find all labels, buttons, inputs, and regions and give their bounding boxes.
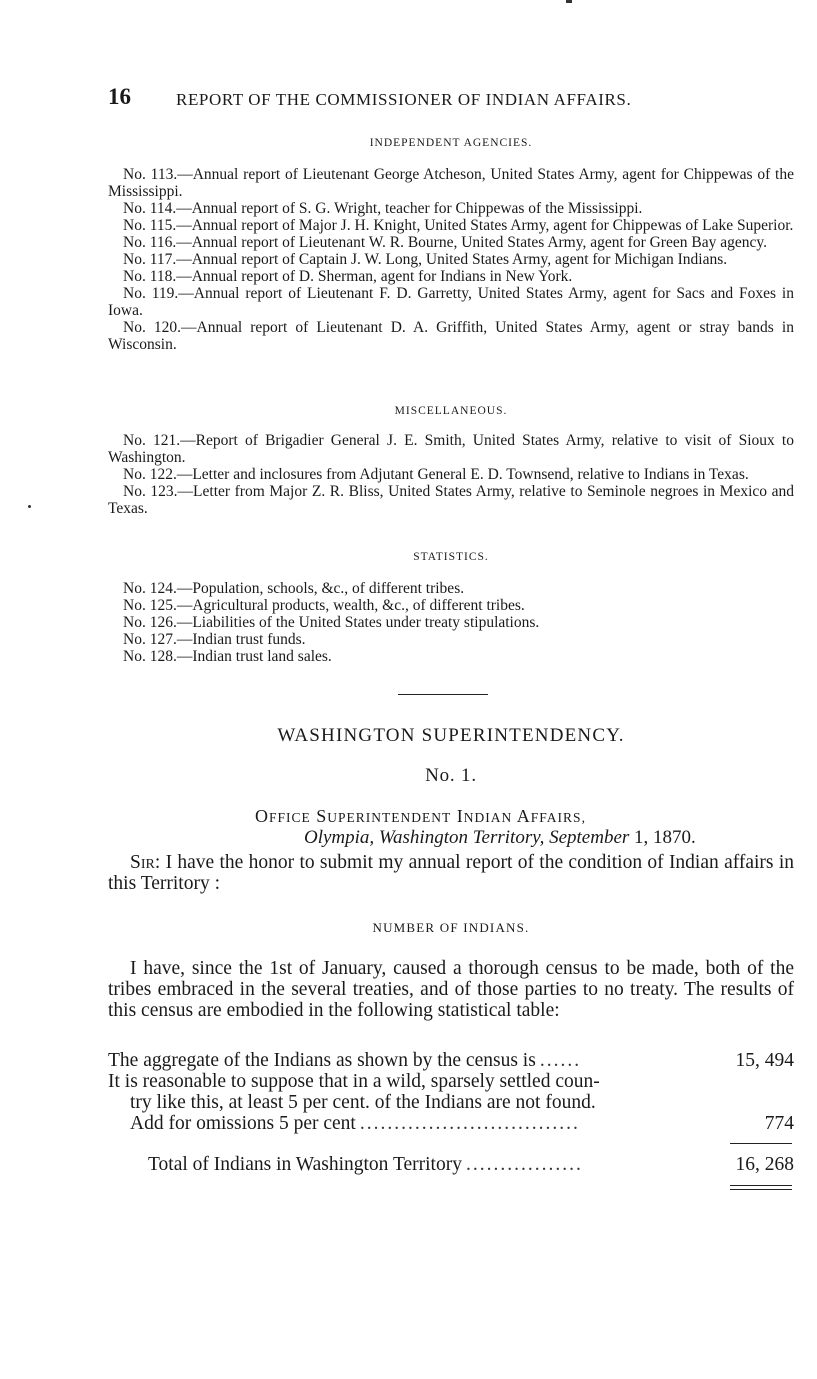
salutation: Sir xyxy=(130,852,155,873)
sum-rule xyxy=(730,1143,792,1144)
list-item: No. 117.—Annual report of Captain J. W. Long, United States Army, agent for Michigan Indians. xyxy=(123,251,728,268)
total-label: Total of Indians in Washington Territory xyxy=(148,1154,462,1175)
list-item: No. 114.—Annual report of S. G. Wright, teacher for Chippewas of the Mississippi. xyxy=(123,200,643,217)
page-number: 16 xyxy=(108,84,131,109)
row-value: 774 xyxy=(764,1113,794,1134)
list-item: No. 116.—Annual report of Lieutenant W. R. Bourne, United States Army, agent for Green Bay agency. xyxy=(123,234,767,251)
place-name: Olympia, Washington Territory, September xyxy=(304,827,630,848)
leader-dots: ...... xyxy=(539,1050,582,1071)
table-row xyxy=(108,1113,794,1134)
running-title: REPORT OF THE COMMISSIONER OF INDIAN AFFAIRS. xyxy=(176,90,632,109)
section-heading-independent-agencies: INDEPENDENT AGENCIES. xyxy=(369,137,533,149)
census-paragraph: I have, since the 1st of January, caused a thorough census to be made, both of the tribes embraced in the several treaties, and of those parties to no treaty. The results of this census are embodied in the following statistical table: xyxy=(108,958,794,1021)
list-item: No. 124.—Population, schools, &c., of different tribes. xyxy=(123,580,465,597)
top-edge-mark xyxy=(566,0,572,3)
total-row xyxy=(108,1154,794,1175)
row-value: 15, 494 xyxy=(735,1050,794,1071)
row-label: It is reasonable to suppose that in a wild, sparsely settled coun- xyxy=(108,1071,600,1092)
row-label: try like this, at least 5 per cent. of the Indians are not found. xyxy=(130,1092,596,1113)
list-item: No. 123.—Letter from Major Z. R. Bliss, United States Army, relative to Seminole negroes in Mexico and Texas. xyxy=(108,483,794,517)
list-item: No. 125.—Agricultural products, wealth, &c., of different tribes. xyxy=(123,597,525,614)
report-date: 1, 1870. xyxy=(629,827,696,848)
list-item: No. 119.—Annual report of Lieutenant F. D. Garretty, United States Army, agent for Sacs and Foxes in Iowa. xyxy=(108,285,794,319)
list-item: No. 121.—Report of Brigadier General J. E. Smith, United States Army, relative to visit of Sioux to Washington. xyxy=(108,432,794,466)
list-item: No. 128.—Indian trust land sales. xyxy=(123,648,332,665)
total-value: 16, 268 xyxy=(735,1154,794,1175)
page-header xyxy=(108,84,798,114)
table-row xyxy=(108,1050,794,1071)
section-heading-miscellaneous: MISCELLANEOUS. xyxy=(394,405,508,417)
miscellaneous-list xyxy=(108,432,794,517)
margin-mark xyxy=(28,505,31,508)
list-item: No. 118.—Annual report of D. Sherman, agent for Indians in New York. xyxy=(123,268,573,285)
census-table xyxy=(108,1050,794,1134)
list-item: No. 120.—Annual report of Lieutenant D. A. Griffith, United States Army, agent or stray bands in Wisconsin. xyxy=(108,319,794,353)
table-row xyxy=(108,1092,794,1113)
independent-agencies-list xyxy=(108,166,794,353)
opening-paragraph xyxy=(108,852,794,894)
statistics-list xyxy=(108,580,794,665)
report-number: No. 1. xyxy=(425,765,477,786)
section-divider xyxy=(398,694,488,695)
census-total xyxy=(108,1154,794,1175)
place-date-line xyxy=(304,827,696,849)
row-label: Add for omissions 5 per cent xyxy=(130,1113,356,1134)
section-heading-number-of-indians: NUMBER OF INDIANS. xyxy=(372,920,530,935)
list-item: No. 115.—Annual report of Major J. H. Knight, United States Army, agent for Chippewas of Lake Superior. xyxy=(123,217,794,234)
list-item: No. 113.—Annual report of Lieutenant George Atcheson, United States Army, agent for Chippewas of the Mississippi. xyxy=(108,166,794,200)
row-label: The aggregate of the Indians as shown by the census is xyxy=(108,1050,536,1071)
double-rule-top xyxy=(730,1185,792,1186)
office-line: OFFICE SUPERINTENDENT INDIAN AFFAIRS, xyxy=(255,806,586,826)
table-row xyxy=(108,1071,794,1092)
opening-text: : I have the honor to submit my annual report of the condition of Indian affairs in this Territory : xyxy=(108,852,794,894)
report-title: WASHINGTON SUPERINTENDENCY. xyxy=(277,725,625,746)
list-item: No. 127.—Indian trust funds. xyxy=(123,631,306,648)
list-item: No. 126.—Liabilities of the United States under treaty stipulations. xyxy=(123,614,540,631)
list-item: No. 122.—Letter and inclosures from Adjutant General E. D. Townsend, relative to Indians in Texas. xyxy=(123,466,749,483)
section-heading-statistics: STATISTICS. xyxy=(413,551,489,563)
leader-dots: ................................ xyxy=(359,1113,580,1134)
leader-dots: ................. xyxy=(465,1154,583,1175)
double-rule-bottom xyxy=(730,1189,792,1190)
